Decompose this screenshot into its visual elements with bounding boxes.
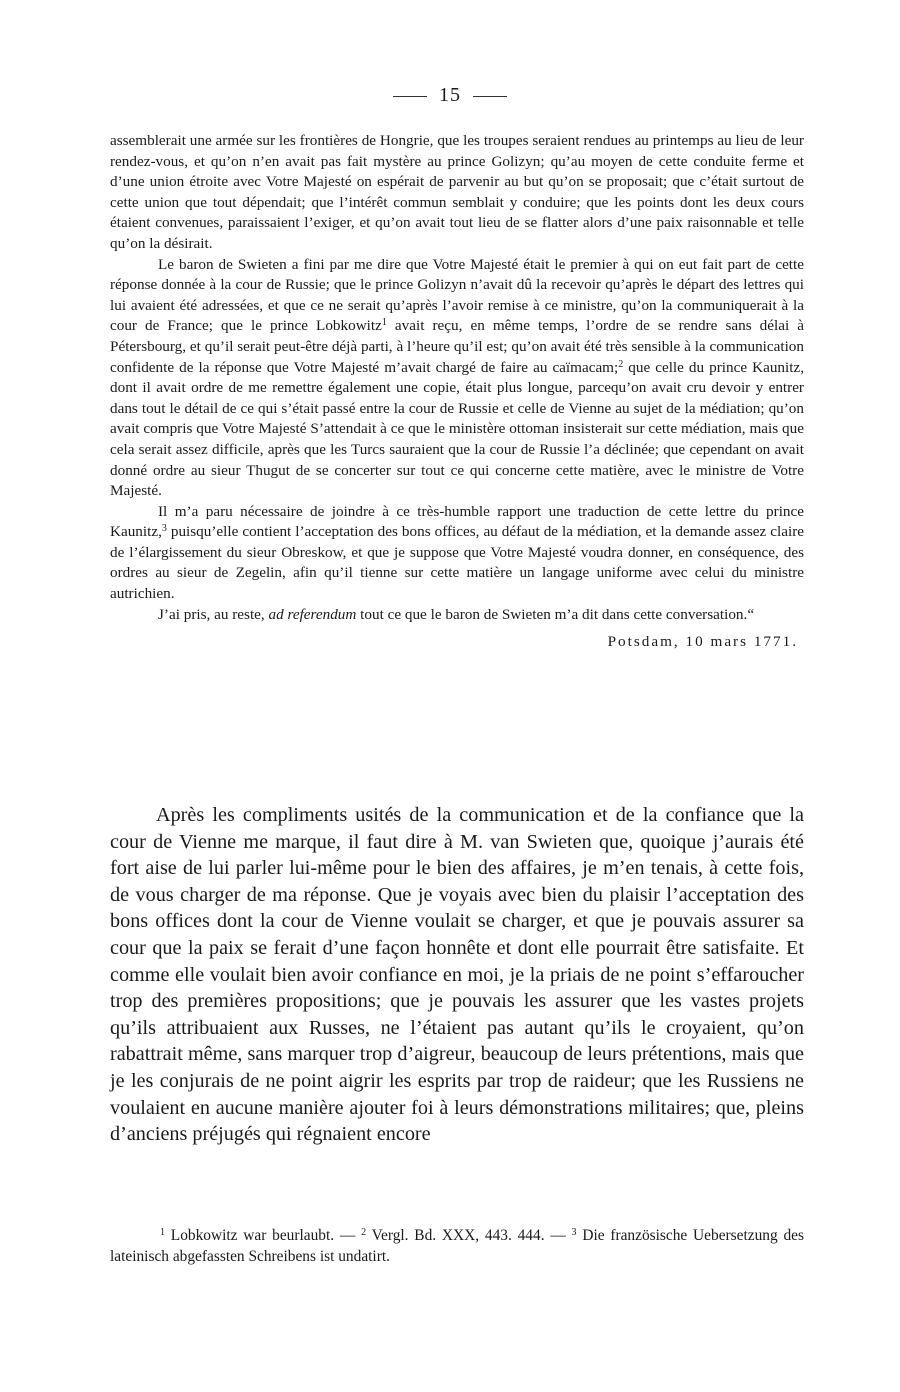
page-header xyxy=(0,84,900,107)
report-paragraph-2-part-a: Le baron de Swieten a fini par me dire que Votre Majesté était le premier à qui on eut fait part de cette réponse donnée à la cour de Russie; que le prince Golizyn n’avait dû la recevoir qu’après le départ des lettres qui lui avaient été adressées, et que ce ne serait qu’après l’avoir remise à ce ministre, qu’on la communiquerait à la cour de France; que le prince Lobkowitz xyxy=(110,255,804,335)
footnote-block xyxy=(110,1225,804,1267)
footnote-1 xyxy=(160,1227,355,1244)
header-dash-right xyxy=(473,96,507,97)
footnote-2-mark: 2 xyxy=(361,1227,367,1238)
report-paragraph-3-part-a: Il m’a paru nécessaire de joindre à ce très-humble rapport une traduction de cette lettre du prince Kaunitz, xyxy=(110,502,804,541)
footnote-2-text: Vergl. Bd. XXX, 443. 444. — xyxy=(371,1227,566,1244)
quoted-report-text xyxy=(110,131,804,653)
header-dash-left xyxy=(393,96,427,97)
report-paragraph-3 xyxy=(110,502,804,605)
footnotes xyxy=(110,1225,804,1267)
page-number: 15 xyxy=(439,84,461,106)
footnote-ref-2: 2 xyxy=(618,358,624,370)
footnote-1-mark: 1 xyxy=(160,1227,165,1238)
report-paragraph-4-part-b: tout ce que le baron de Swieten m’a dit dans cette conversation.“ xyxy=(356,605,755,623)
report-paragraph-2-part-c: que celle du prince Kaunitz, dont il avait ordre de me remettre également une copie, était plus longue, parcequ’on avait cru devoir y entrer dans tout le détail de ce qui s’était passé entre la cour de Russie et celle de Vienne au sujet de la médiation; qu’on avait compris que Votre Majesté S’attendait à ce que le ministère ottoman insisterait sur cette médiation, mais que cela serait assez difficile, après que les Turcs sauraient que la cour de Russie l’a déclinée; que cependant on avait donné ordre au sieur Thugut de se concerter sur tout ce qui concerne cette matière, avec le ministre de Votre Majesté. xyxy=(110,358,804,500)
dateline: Potsdam, 10 mars 1771. xyxy=(607,633,798,651)
footnote-2 xyxy=(361,1227,566,1244)
report-paragraph-1: assemblerait une armée sur les frontières de Hongrie, que les troupes seraient rendues au printemps au lieu de leur rendez-vous, et qu’on n’en avait pas fait mystère au prince Golizyn; qu’au moyen de cette conduite ferme et d’une union étroite avec Votre Majesté on espérait de parvenir au but qu’on se proposait; que c’était surtout de cette union que tout dépendait; que l’intérêt commun semblait y conduire; que les points dont les deux cours étaient convenues, paraissaient l’exiger, et qu’on avait tout lieu de se flatter alors d’une paix raisonnable et telle qu’on la désirait. xyxy=(110,132,804,252)
report-paragraph-3-part-b: puisqu’elle contient l’acceptation des bons offices, au défaut de la médiation, et la demande assez claire de l’élargissement du sieur Obreskow, et que je suppose que Votre Majesté voudra donner, en conséquence, des ordres au sieur de Zegelin, afin qu’il tienne sur cette matière un langage uniforme avec celui du ministre autrichien. xyxy=(110,523,804,603)
main-letter-text xyxy=(110,802,804,1148)
report-paragraph-2 xyxy=(110,255,804,502)
report-paragraph-4 xyxy=(110,605,804,626)
report-paragraph-4-part-a: J’ai pris, au reste, xyxy=(158,605,269,623)
footnote-ref-1: 1 xyxy=(381,317,387,329)
report-paragraph-2-part-b: avait reçu, en même temps, l’ordre de se rendre sans délai à Pétersbourg, et qu’il serait peut-être déjà parti, à l’heure qu’il est; qu’on avait été très sensible à la communication confidente de la réponse que Votre Majesté m’avait chargé de faire au caïmacam; xyxy=(110,317,804,376)
footnote-3-text: Die französische Uebersetzung des lateinisch abgefassten Schreibens ist undatirt. xyxy=(110,1227,804,1265)
footnote-ref-3: 3 xyxy=(161,523,167,535)
italic-phrase: ad referendum xyxy=(268,605,357,623)
footnote-3-mark: 3 xyxy=(571,1227,577,1238)
letter-paragraph-1: Après les compliments usités de la communication et de la confiance que la cour de Vienne me marque, il faut dire à M. van Swieten que, quoique j’aurais été fort aise de lui parler lui-même pour le bien des affaires, je m’en tenais, à cette fois, de vous charger de ma réponse. Que je voyais avec bien du plaisir l’acceptation des bons offices dont la cour de Vienne voulait se charger, et que je pouvais assurer sa cour que la paix se ferait d’une façon honnête et dont elle pourrait être satisfaite. Et comme elle voulait bien avoir confiance en moi, je la priais de ne point s’effaroucher trop des premières propositions; que je pouvais les assurer que les vastes projets qu’ils attribuaient aux Russes, ne l’étaient pas autant qu’ils le croyaient, qu’on rabattrait même, sans marquer trop d’aigreur, beaucoup de leurs prétentions, mais que je les conjurais de ne point aigrir les esprits par trop de raideur; que les Russiens ne voulaient en aucune manière ajouter foi à leurs démonstrations militaires; que, pleins d’anciens préjugés qui régnaient encore xyxy=(110,804,804,1146)
footnote-1-text: Lobkowitz war beurlaubt. — xyxy=(170,1227,356,1244)
